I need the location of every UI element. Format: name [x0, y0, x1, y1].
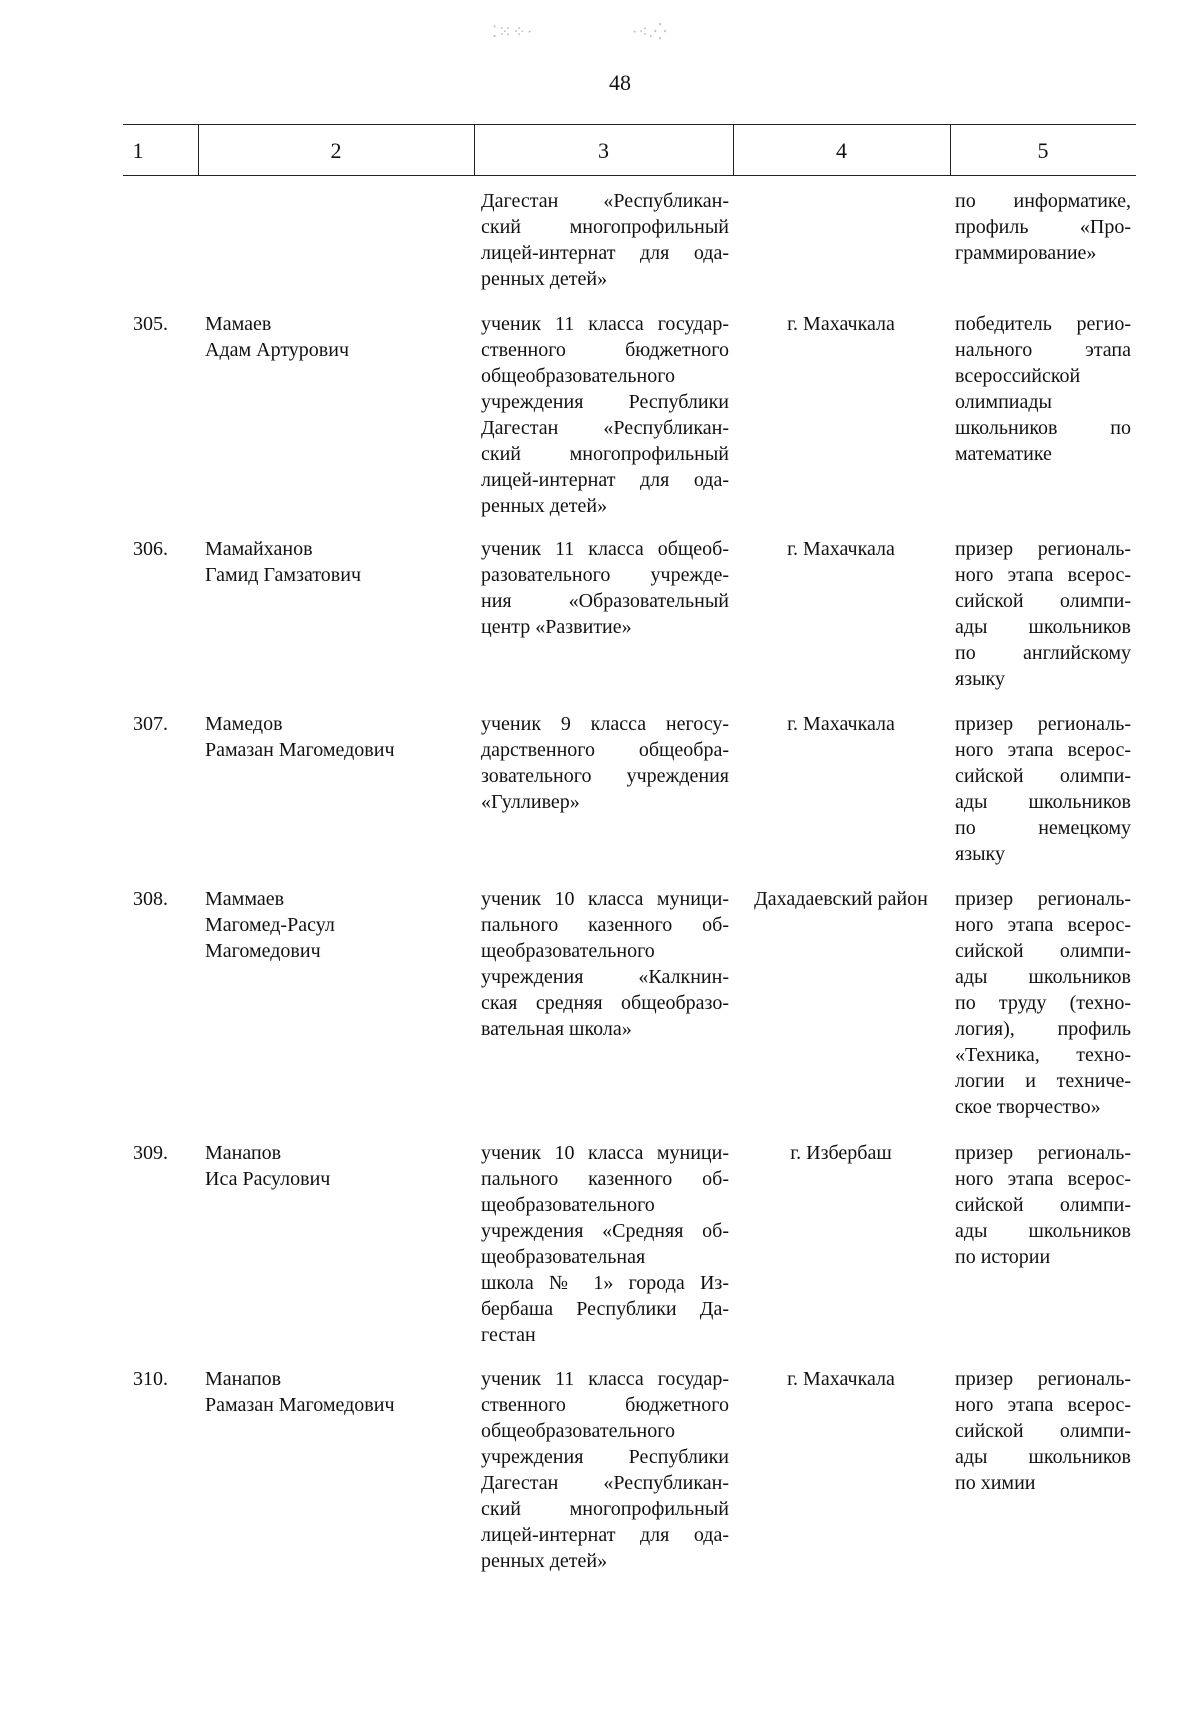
- text-line: олимпиады: [955, 391, 1052, 413]
- text-line: гестан: [481, 1324, 536, 1346]
- text-line: пального казенного об-: [481, 1168, 729, 1190]
- text-line: Иса Расулович: [205, 1168, 331, 1190]
- text-line: щеобразовательная: [481, 1246, 646, 1268]
- text-line: ады школьников: [955, 616, 1131, 638]
- text-line: учреждения Республики: [481, 391, 729, 413]
- text-line: Мамедов: [205, 713, 283, 735]
- text-line: по немецкому: [955, 817, 1131, 839]
- text-line: Мамаев: [205, 313, 272, 335]
- text-line: по химии: [955, 1472, 1036, 1494]
- text-line: щеобразовательного: [481, 1194, 655, 1216]
- name-cell: [205, 311, 460, 363]
- text-line: пального казенного об-: [481, 914, 729, 936]
- achievement-cell: [955, 1366, 1131, 1496]
- text-line: «Гулливер»: [481, 791, 580, 813]
- text-line: ного этапа всерос-: [955, 914, 1131, 936]
- text-line: граммирование»: [955, 242, 1097, 264]
- organization-cell: [481, 711, 729, 815]
- text-line: ский многопрофильный: [481, 216, 729, 238]
- text-line: ного этапа всерос-: [955, 739, 1131, 761]
- column-header: 4: [836, 138, 847, 163]
- organization-cell: [481, 1366, 729, 1574]
- text-line: призер региональ-: [955, 888, 1131, 910]
- text-line: ного этапа всерос-: [955, 1168, 1131, 1190]
- text-line: ский многопрофильный: [481, 1498, 729, 1520]
- text-line: по труду (техно-: [955, 992, 1131, 1014]
- row-number-cell: 307.: [133, 713, 168, 735]
- text-line: ский многопрофильный: [481, 443, 729, 465]
- column-header: 1: [132, 138, 144, 163]
- text-line: зовательного учреждения: [481, 765, 729, 787]
- row-number-cell: 309.: [133, 1142, 168, 1164]
- text-line: школьников по: [955, 417, 1131, 439]
- text-line: ученик 10 класса муници-: [481, 888, 729, 910]
- text-line: центр «Развитие»: [481, 616, 632, 638]
- text-line: сийской олимпи-: [955, 1420, 1131, 1442]
- column-header: 5: [1037, 138, 1049, 163]
- text-line: Дагестан «Республикан-: [481, 417, 729, 439]
- text-line: ренных детей»: [481, 495, 608, 517]
- row-number-cell: 310.: [133, 1368, 168, 1390]
- text-line: ственного бюджетного: [481, 339, 729, 361]
- text-line: сийской олимпи-: [955, 940, 1131, 962]
- row-number-cell: 306.: [133, 538, 168, 560]
- text-line: «Техника, техно-: [955, 1044, 1131, 1066]
- text-line: языку: [955, 668, 1005, 690]
- text-line: Рамазан Магомедович: [205, 739, 395, 761]
- text-line: ады школьников: [955, 1220, 1131, 1242]
- text-line: ученик 11 класса государ-: [481, 1368, 729, 1390]
- text-line: дарственного общеобра-: [481, 739, 729, 761]
- text-line: Манапов: [205, 1368, 282, 1390]
- text-line: ренных детей»: [481, 1550, 608, 1572]
- text-line: Манапов: [205, 1142, 282, 1164]
- text-line: сийской олимпи-: [955, 765, 1131, 787]
- text-line: ученик 10 класса муници-: [481, 1142, 729, 1164]
- row-number-cell: 308.: [133, 888, 168, 910]
- text-line: Рамазан Магомедович: [205, 1394, 395, 1416]
- organization-cell: [481, 311, 729, 519]
- text-line: ученик 11 класса общеоб-: [481, 538, 729, 560]
- text-line: по английскому: [955, 642, 1131, 664]
- text-line: лицей-интернат для ода-: [481, 469, 729, 491]
- organization-cell: [481, 188, 729, 292]
- place-cell: Дахадаевский район: [754, 888, 928, 910]
- place-cell: г. Избербаш: [790, 1142, 892, 1164]
- text-line: Дагестан «Республикан-: [481, 190, 729, 212]
- text-line: лицей-интернат для ода-: [481, 1524, 729, 1546]
- text-line: сийской олимпи-: [955, 1194, 1131, 1216]
- text-line: учреждения «Калкнин-: [481, 966, 729, 988]
- scan-artifact: ·⁖.⁛: [632, 24, 668, 41]
- text-line: ного этапа всерос-: [955, 1394, 1131, 1416]
- text-line: по информатике,: [955, 190, 1131, 212]
- table-top-border: [123, 124, 1136, 125]
- organization-cell: [481, 886, 729, 1042]
- text-line: общеобразовательного: [481, 365, 675, 387]
- text-line: Магомедович: [205, 940, 321, 962]
- text-line: ское творчество»: [955, 1096, 1101, 1118]
- text-line: учреждения «Средняя об-: [481, 1220, 729, 1242]
- text-line: бербаша Республики Да-: [481, 1298, 729, 1320]
- text-line: нального этапа: [955, 339, 1131, 361]
- text-line: школа № 1» города Из-: [481, 1272, 729, 1294]
- column-header: 3: [598, 138, 609, 163]
- place-cell: г. Махачкала: [787, 713, 895, 735]
- text-line: ская средняя общеобразо-: [481, 992, 729, 1014]
- name-cell: [205, 886, 460, 964]
- text-line: ученик 9 класса негосу-: [481, 713, 729, 735]
- text-line: Гамид Гамзатович: [205, 564, 362, 586]
- text-line: призер региональ-: [955, 538, 1131, 560]
- text-line: по истории: [955, 1246, 1051, 1268]
- place-cell: г. Махачкала: [787, 538, 895, 560]
- text-line: Дагестан «Республикан-: [481, 1472, 729, 1494]
- name-cell: [205, 536, 460, 588]
- text-line: Адам Артурович: [205, 339, 350, 361]
- text-line: ственного бюджетного: [481, 1394, 729, 1416]
- text-line: сийской олимпи-: [955, 590, 1131, 612]
- text-line: призер региональ-: [955, 1368, 1131, 1390]
- text-line: языку: [955, 843, 1005, 865]
- achievement-cell: [955, 886, 1131, 1120]
- name-cell: [205, 1366, 460, 1418]
- column-header: 2: [330, 138, 342, 163]
- text-line: логия), профиль: [955, 1018, 1131, 1040]
- text-line: призер региональ-: [955, 713, 1131, 735]
- text-line: всероссийской: [955, 365, 1081, 387]
- text-line: вательная школа»: [481, 1018, 632, 1040]
- page-number: 48: [609, 70, 631, 95]
- scan-artifact: ⁚⁙⁘·: [492, 24, 534, 41]
- achievement-cell: [955, 1140, 1131, 1270]
- text-line: лицей-интернат для ода-: [481, 242, 729, 264]
- text-line: ады школьников: [955, 966, 1131, 988]
- text-line: Маммаев: [205, 888, 285, 910]
- text-line: ния «Образовательный: [481, 590, 729, 612]
- text-line: разовательного учрежде-: [481, 564, 729, 586]
- text-line: ного этапа всерос-: [955, 564, 1131, 586]
- text-line: учреждения Республики: [481, 1446, 729, 1468]
- achievement-cell: [955, 536, 1131, 692]
- text-line: ады школьников: [955, 1446, 1131, 1468]
- text-line: общеобразовательного: [481, 1420, 675, 1442]
- row-number-cell: 305.: [133, 313, 168, 335]
- text-line: Магомед-Расул: [205, 914, 335, 936]
- text-line: ады школьников: [955, 791, 1131, 813]
- text-line: Мамайханов: [205, 538, 313, 560]
- place-cell: г. Махачкала: [787, 1368, 895, 1390]
- text-line: щеобразовательного: [481, 940, 655, 962]
- name-cell: [205, 711, 460, 763]
- name-cell: [205, 1140, 460, 1192]
- organization-cell: [481, 536, 729, 640]
- text-line: победитель регио-: [955, 313, 1131, 335]
- text-line: ренных детей»: [481, 268, 608, 290]
- achievement-cell: [955, 188, 1131, 266]
- achievement-cell: [955, 311, 1131, 467]
- achievement-cell: [955, 711, 1131, 867]
- text-line: ученик 11 класса государ-: [481, 313, 729, 335]
- text-line: логии и техниче-: [955, 1070, 1131, 1092]
- place-cell: г. Махачкала: [787, 313, 895, 335]
- text-line: профиль «Про-: [955, 216, 1131, 238]
- text-line: математике: [955, 443, 1052, 465]
- text-line: призер региональ-: [955, 1142, 1131, 1164]
- organization-cell: [481, 1140, 729, 1348]
